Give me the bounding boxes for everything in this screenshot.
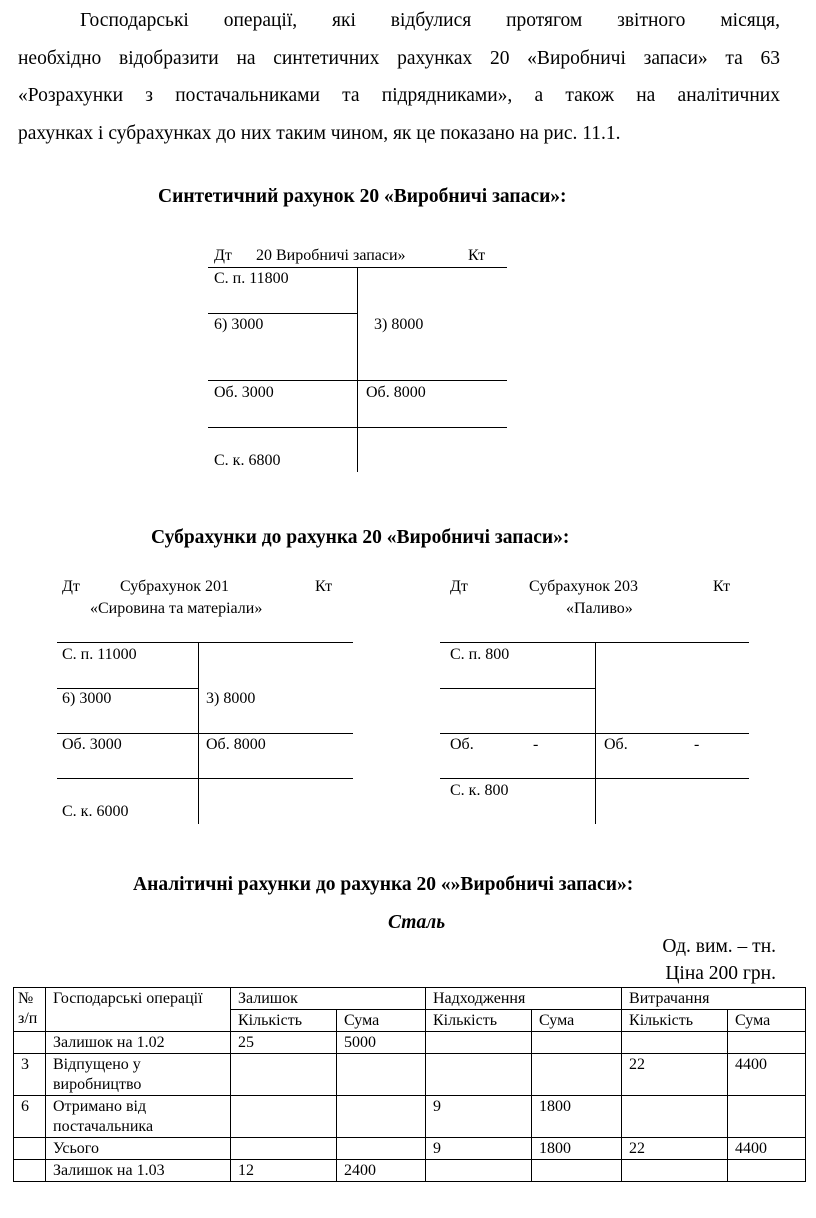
account-name: 20 Виробничі запаси» [256, 247, 406, 264]
cell-operation: Усього [46, 1138, 231, 1160]
row-line [440, 688, 595, 689]
table-row [14, 1032, 806, 1054]
cell-expense-sum: 4400 [728, 1138, 806, 1160]
analytical-heading: Аналітичні рахунки до рахунка 20 «»Виробничі запаси»: [133, 874, 634, 895]
opening-balance: С. п. 800 [450, 646, 510, 663]
cell-receipt-qty [426, 1160, 532, 1182]
credit-label: Кт [468, 247, 486, 264]
cell-expense-qty [622, 1160, 728, 1182]
header-receipt: Надходження [426, 988, 622, 1010]
opening-balance: С. п. 11000 [62, 646, 137, 663]
t-account-divider [357, 267, 358, 472]
account-name: Субрахунок 201 [120, 578, 230, 595]
turnover-credit: Об. 8000 [206, 736, 266, 753]
debit-label: Дт [214, 247, 232, 264]
header-sum: Сума [728, 1010, 806, 1032]
row-line [440, 733, 749, 734]
debit-entry: 6) 3000 [62, 690, 112, 707]
cell-receipt-sum [532, 1032, 622, 1054]
cell-receipt-qty: 9 [426, 1096, 532, 1138]
cell-receipt-qty: 9 [426, 1138, 532, 1160]
debit-entry: 6) 3000 [214, 316, 264, 333]
cell-receipt-sum [532, 1054, 622, 1096]
table-row [14, 1054, 806, 1096]
cell-expense-sum: 4400 [728, 1054, 806, 1096]
row-line [57, 733, 353, 734]
credit-label: Кт [315, 578, 333, 595]
cell-num [14, 1032, 46, 1054]
cell-balance-sum [337, 1138, 426, 1160]
account-subtitle: «Паливо» [566, 600, 633, 617]
header-qty: Кількість [231, 1010, 337, 1032]
cell-num [14, 1138, 46, 1160]
cell-num [14, 1160, 46, 1182]
closing-balance: С. к. 6000 [62, 803, 129, 820]
t-account-top-line [57, 642, 353, 643]
turnover-credit-value: - [694, 736, 700, 753]
cell-balance-sum [337, 1096, 426, 1138]
intro-line: Господарські операції, які відбулися протягом звітного місяця, [80, 10, 780, 31]
header-sum: Сума [337, 1010, 426, 1032]
intro-line: «Розрахунки з постачальниками та підрядниками», а також на аналітичних [18, 85, 780, 106]
credit-label: Кт [713, 578, 731, 595]
account-subtitle: «Сировина та матеріали» [90, 600, 263, 617]
cell-operation: Залишок на 1.03 [46, 1160, 231, 1182]
cell-balance-qty: 25 [231, 1032, 337, 1054]
header-qty: Кількість [426, 1010, 532, 1032]
turnover-debit: Об. 3000 [62, 736, 122, 753]
header-operations: Господарські операції [46, 988, 231, 1032]
synthetic-heading: Синтетичний рахунок 20 «Виробничі запаси»: [158, 186, 567, 207]
cell-receipt-qty [426, 1032, 532, 1054]
closing-balance: С. к. 6800 [214, 452, 281, 469]
table-row [14, 1096, 806, 1138]
cell-expense-sum [728, 1160, 806, 1182]
cell-receipt-qty [426, 1054, 532, 1096]
cell-expense-qty [622, 1032, 728, 1054]
material-title: Сталь [388, 912, 446, 933]
cell-balance-sum [337, 1054, 426, 1096]
row-line [440, 778, 749, 779]
cell-receipt-sum [532, 1160, 622, 1182]
intro-paragraph [18, 2, 780, 152]
header-expense: Витрачання [622, 988, 806, 1010]
cell-num: 3 [14, 1054, 46, 1096]
table-row [14, 1160, 806, 1182]
table-row [14, 1138, 806, 1160]
debit-label: Дт [450, 578, 468, 595]
opening-balance: С. п. 11800 [214, 270, 289, 287]
debit-label: Дт [62, 578, 80, 595]
cell-expense-sum [728, 1096, 806, 1138]
analytical-table [13, 987, 806, 1182]
row-line [208, 427, 507, 428]
cell-operation: Залишок на 1.02 [46, 1032, 231, 1054]
cell-expense-sum [728, 1032, 806, 1054]
header-balance: Залишок [231, 988, 426, 1010]
turnover-debit-label: Об. [450, 736, 474, 753]
row-line [57, 778, 353, 779]
intro-line: рахунках і субрахунках до них таким чином, як це показано на рис. 11.1. [18, 122, 621, 144]
header-sum: Сума [532, 1010, 622, 1032]
cell-expense-qty [622, 1096, 728, 1138]
cell-expense-qty: 22 [622, 1054, 728, 1096]
cell-operation: Отримано від постачальника [46, 1096, 231, 1138]
cell-balance-qty [231, 1096, 337, 1138]
cell-balance-qty [231, 1138, 337, 1160]
turnover-debit-value: - [533, 736, 539, 753]
closing-balance: С. к. 800 [450, 782, 509, 799]
account-name: Субрахунок 203 [529, 578, 639, 595]
cell-receipt-sum: 1800 [532, 1138, 622, 1160]
price-label: Ціна 200 грн. [665, 963, 776, 984]
cell-expense-qty: 22 [622, 1138, 728, 1160]
cell-operation: Відпущено у виробництво [46, 1054, 231, 1096]
cell-balance-qty: 12 [231, 1160, 337, 1182]
cell-receipt-sum: 1800 [532, 1096, 622, 1138]
header-qty: Кількість [622, 1010, 728, 1032]
table-header-row [14, 988, 806, 1010]
turnover-credit: Об. 8000 [366, 384, 426, 401]
cell-num: 6 [14, 1096, 46, 1138]
subaccounts-heading: Субрахунки до рахунка 20 «Виробничі запаси»: [151, 527, 570, 548]
header-num: № з/п [14, 988, 46, 1032]
row-line [57, 688, 198, 689]
row-line [208, 380, 507, 381]
row-line [208, 313, 357, 314]
turnover-credit-label: Об. [604, 736, 628, 753]
cell-balance-sum: 2400 [337, 1160, 426, 1182]
intro-line: необхідно відобразити на синтетичних рахунках 20 «Виробничі запаси» та 63 [18, 47, 780, 69]
turnover-debit: Об. 3000 [214, 384, 274, 401]
unit-of-measure: Од. вим. – тн. [662, 936, 776, 957]
credit-entry: 3) 8000 [206, 690, 256, 707]
cell-balance-qty [231, 1054, 337, 1096]
cell-balance-sum: 5000 [337, 1032, 426, 1054]
credit-entry: 3) 8000 [374, 316, 424, 333]
